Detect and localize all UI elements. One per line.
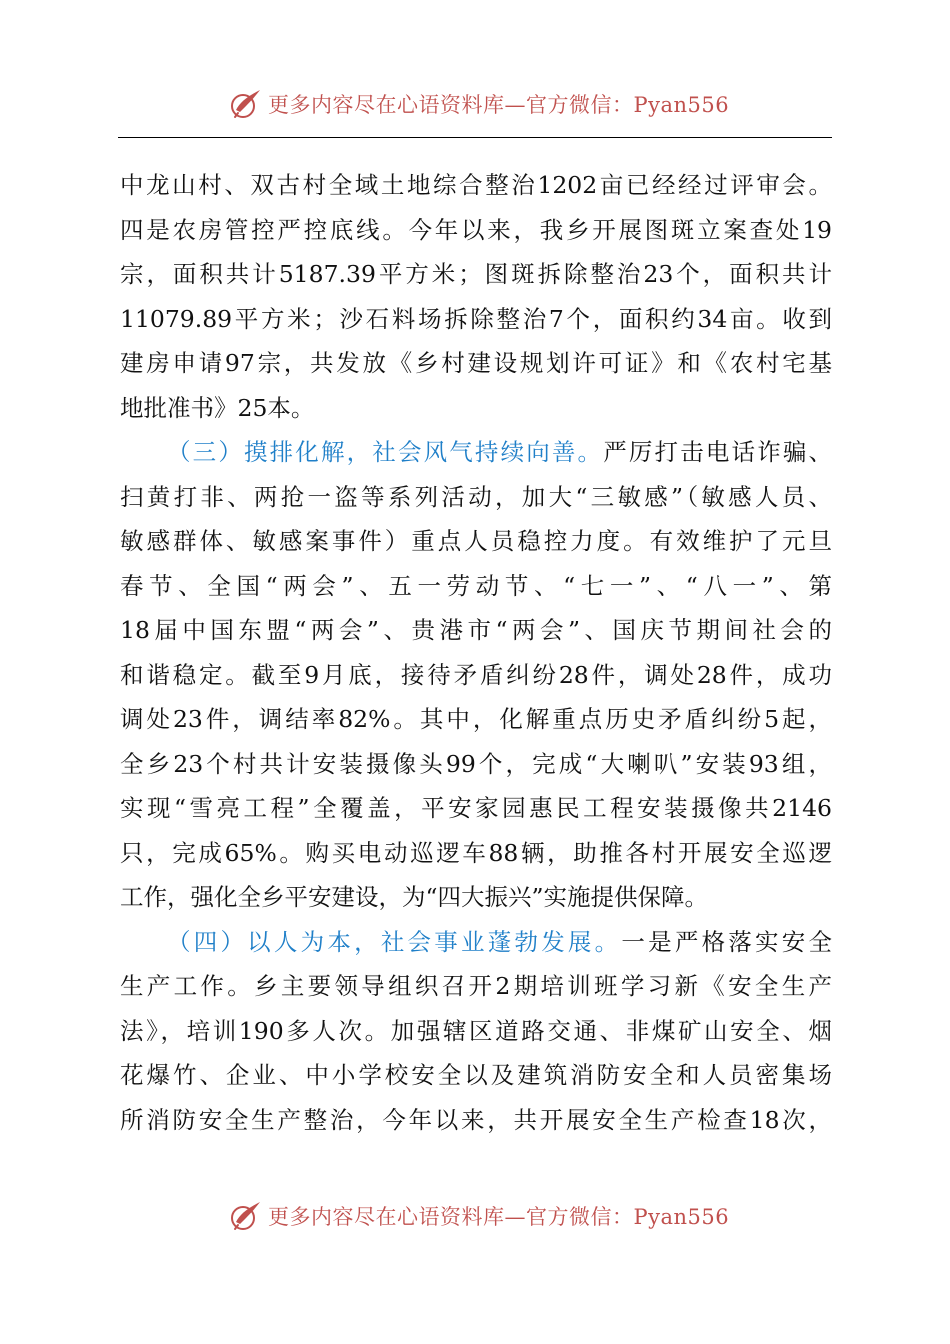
text-line: 生产工作。乡主要领导组织召开2期培训班学习新《安全生产: [120, 972, 832, 1000]
footer-watermark-text: 更多内容尽在心语资料库—官方微信：Pyan556: [268, 1205, 730, 1229]
section-heading-line: （三）摸排化解，社会风气持续向善。严厉打击电话诈骗、: [120, 430, 832, 474]
quill-logo-icon: [228, 86, 264, 122]
text-line: 实现“雪亮工程”全覆盖，平安家园惠民工程安装摄像共2146: [120, 794, 832, 822]
header-watermark: [0, 84, 950, 124]
text-line: 地批准书》25本。: [120, 393, 315, 422]
text-line: 调处23件，调结率82%。其中，化解重点历史矛盾纠纷5起，: [120, 705, 832, 733]
text-line: 中龙山村、双古村全域土地综合整治1202亩已经经过评审会。: [120, 171, 832, 199]
header-rule: [118, 137, 832, 138]
section-heading-line: （四）以人为本，社会事业蓬勃发展。一是严格落实安全: [120, 920, 832, 964]
text-line: 所消防安全生产整治，今年以来，共开展安全生产检查18次，: [120, 1105, 832, 1134]
text-line: 工作，强化全乡平安建设，为“四大振兴”实施提供保障。: [120, 883, 709, 911]
text-line: 花爆竹、企业、中小学校安全以及建筑消防安全和人员密集场: [120, 1061, 832, 1089]
text-line: 11079.89平方米；沙石料场拆除整治7个，面积约34亩。收到: [120, 304, 832, 333]
text-line: 和谐稳定。截至9月底，接待矛盾纠纷28件，调处28件，成功: [120, 660, 832, 689]
section-heading: （四）以人为本，社会事业蓬勃发展。: [167, 927, 622, 956]
header-watermark-group: [228, 84, 729, 124]
text-line: 18届中国东盟“两会”、贵港市“两会”、国庆节期间社会的: [120, 616, 832, 644]
text-line: 建房申请97宗，共发放《乡村建设规划许可证》和《农村宅基: [120, 349, 832, 377]
header-watermark-text: 更多内容尽在心语资料库—官方微信：Pyan556: [268, 93, 730, 117]
text-line: 宗，面积共计5187.39平方米；图斑拆除整治23个，面积共计: [120, 260, 832, 288]
text-line: 扫黄打非、两抢一盗等系列活动，加大“三敏感”（敏感人员、: [120, 482, 832, 511]
text-line: 全乡23个村共计安装摄像头99个，完成“大喇叭”安装93组，: [120, 749, 832, 778]
text-line: 法》，培训190多人次。加强辖区道路交通、非煤矿山安全、烟: [120, 1016, 832, 1045]
footer-watermark-group: [228, 1196, 729, 1236]
text-line: 只，完成65%。购买电动巡逻车88辆，助推各村开展安全巡逻: [120, 838, 832, 867]
text-line: 春节、全国“两会”、五一劳动节、“七一”、“八一”、第: [120, 571, 832, 600]
quill-logo-icon: [228, 1198, 264, 1234]
text-line: 敏感群体、敏感案事件）重点人员稳控力度。有效维护了元旦: [120, 527, 832, 555]
footer-watermark: [0, 1196, 950, 1236]
text-line: 四是农房管控严控底线。今年以来，我乡开展图斑立案查处19: [120, 215, 832, 244]
section-heading: （三）摸排化解，社会风气持续向善。: [167, 438, 604, 466]
